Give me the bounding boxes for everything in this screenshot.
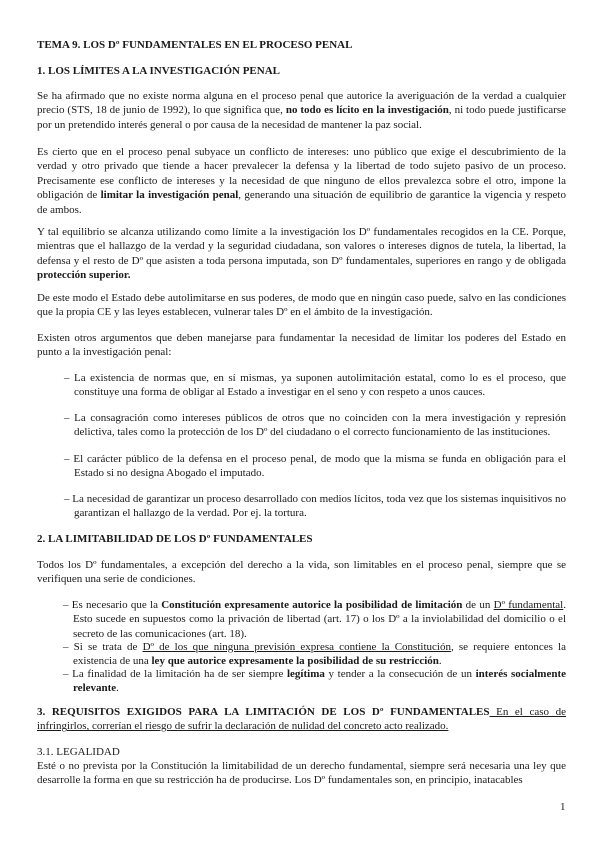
section-1-heading: 1. LOS LÍMITES A LA INVESTIGACIÓN PENAL [37, 65, 280, 77]
page-number: 1 [560, 801, 566, 813]
s1-list-item-3: – El carácter público de la defensa en el proceso penal, de modo que la misma se funda en obligación para el Estado si no designa Abogado el imputado. [64, 453, 566, 480]
s1-list-item-2: – La consagración como intereses públicos de otros que no coinciden con la mera investigación y represión delictiva, tales como la protección de los Dº del ciudadano o el correcto funcionamiento de las instituciones. [64, 412, 566, 439]
s1-list-item-1: – La existencia de normas que, en sí mismas, ya suponen autolimitación estatal, como lo es el proceso, que constituye una forma de obligar al Estado a investigar en el seno y con respeto a unos cauces. [64, 372, 566, 399]
subsection-3-1-heading: 3.1. LEGALIDAD [37, 746, 120, 758]
s1-list-item-4: – La necesidad de garantizar un proceso desarrollado con medios lícitos, toda vez que los sistemas inquisitivos no garantizan el hallazgo de la verdad. Por ej. la tortura. [64, 493, 566, 520]
s1-paragraph-1: Se ha afirmado que no existe norma alguna en el proceso penal que autorice la averiguación de la verdad a cualquier precio (STS, 18 de junio de 1992), lo que significa que, no todo es lícito en la investigación, ni todo puede justificarse por un pretendido interés general o por causa de la necesidad de mantener la paz social. [37, 90, 567, 131]
s2-requirement-2: – Si se trata de Dº de los que ninguna previsión expresa contiene la Constitución, se requiere entonces la existencia de una ley que autorice expresamente la posibilidad de su restricción. [63, 641, 566, 668]
s3-paragraph-1: Esté o no prevista por la Constitución la limitabilidad de un derecho fundamental, siempre será necesaria una ley que desarrolle la forma en que su restricción ha de producirse. Los Dº fundamentales son, en principio, inatacables [37, 760, 566, 787]
document-title: TEMA 9. LOS Dº FUNDAMENTALES EN EL PROCESO PENAL [37, 39, 353, 51]
s2-intro: Todos los Dº fundamentales, a excepción del derecho a la vida, son limitables en el proceso penal, siempre que se verifiquen una serie de condiciones. [37, 559, 566, 586]
s2-requirement-1: – Es necesario que la Constitución expresamente autorice la posibilidad de limitación de un Dº fundamental. Esto sucede en supuestos como la privación de libertad (art. 17) o los Dº a la inviolabilidad del domicilio o el secreto de las comunicaciones (art. 18). [63, 599, 566, 640]
section-2-heading: 2. LA LIMITABILIDAD DE LOS Dº FUNDAMENTALES [37, 533, 313, 545]
s1-paragraph-3: Y tal equilibrio se alcanza utilizando como límite a la investigación los Dº fundamentales recogidos en la CE. Porque, mientras que el hallazgo de la verdad y la seguridad ciudadana, son valores o intereses dignos de tutela, la libertad, la defensa y el resto de Dº que asisten a toda persona imputada, son Dº fundamentales, superiores en rango y de obligada protección superior. [37, 226, 566, 282]
s2-requirement-3: – La finalidad de la limitación ha de ser siempre legítima y tender a la consecución de un interés socialmente relevante. [63, 668, 566, 695]
section-3-heading: 3. REQUISITOS EXIGIDOS PARA LA LIMITACIÓN DE LOS Dº FUNDAMENTALES En el caso de infringirlos, correrían el riesgo de sufrir la declaración de nulidad del concreto acto realizado. [37, 706, 566, 733]
s1-paragraph-5: Existen otros argumentos que deben manejarse para fundamentar la necesidad de limitar los poderes del Estado en punto a la investigación penal: [37, 332, 566, 359]
s1-paragraph-4: De este modo el Estado debe autolimitarse en sus poderes, de modo que en ningún caso puede, salvo en las condiciones que la propia CE y las leyes establecen, vulnerar tales Dº en el ámbito de la investigación. [37, 292, 566, 319]
s1-paragraph-2: Es cierto que en el proceso penal subyace un conflicto de intereses: uno público que exige el descubrimiento de la verdad y otro privado que tiende a hacer prevalecer la defensa y la libertad de todo sujeto pasivo de un proceso. Precisamente ese conflicto de intereses y la necesidad de que ninguno de ellos prevalezca sobre el otro, impone la obligación de limitar la investigación penal, generando una situación de equilibrio de garantice la vigencia y respeto de ambos. [37, 146, 566, 216]
